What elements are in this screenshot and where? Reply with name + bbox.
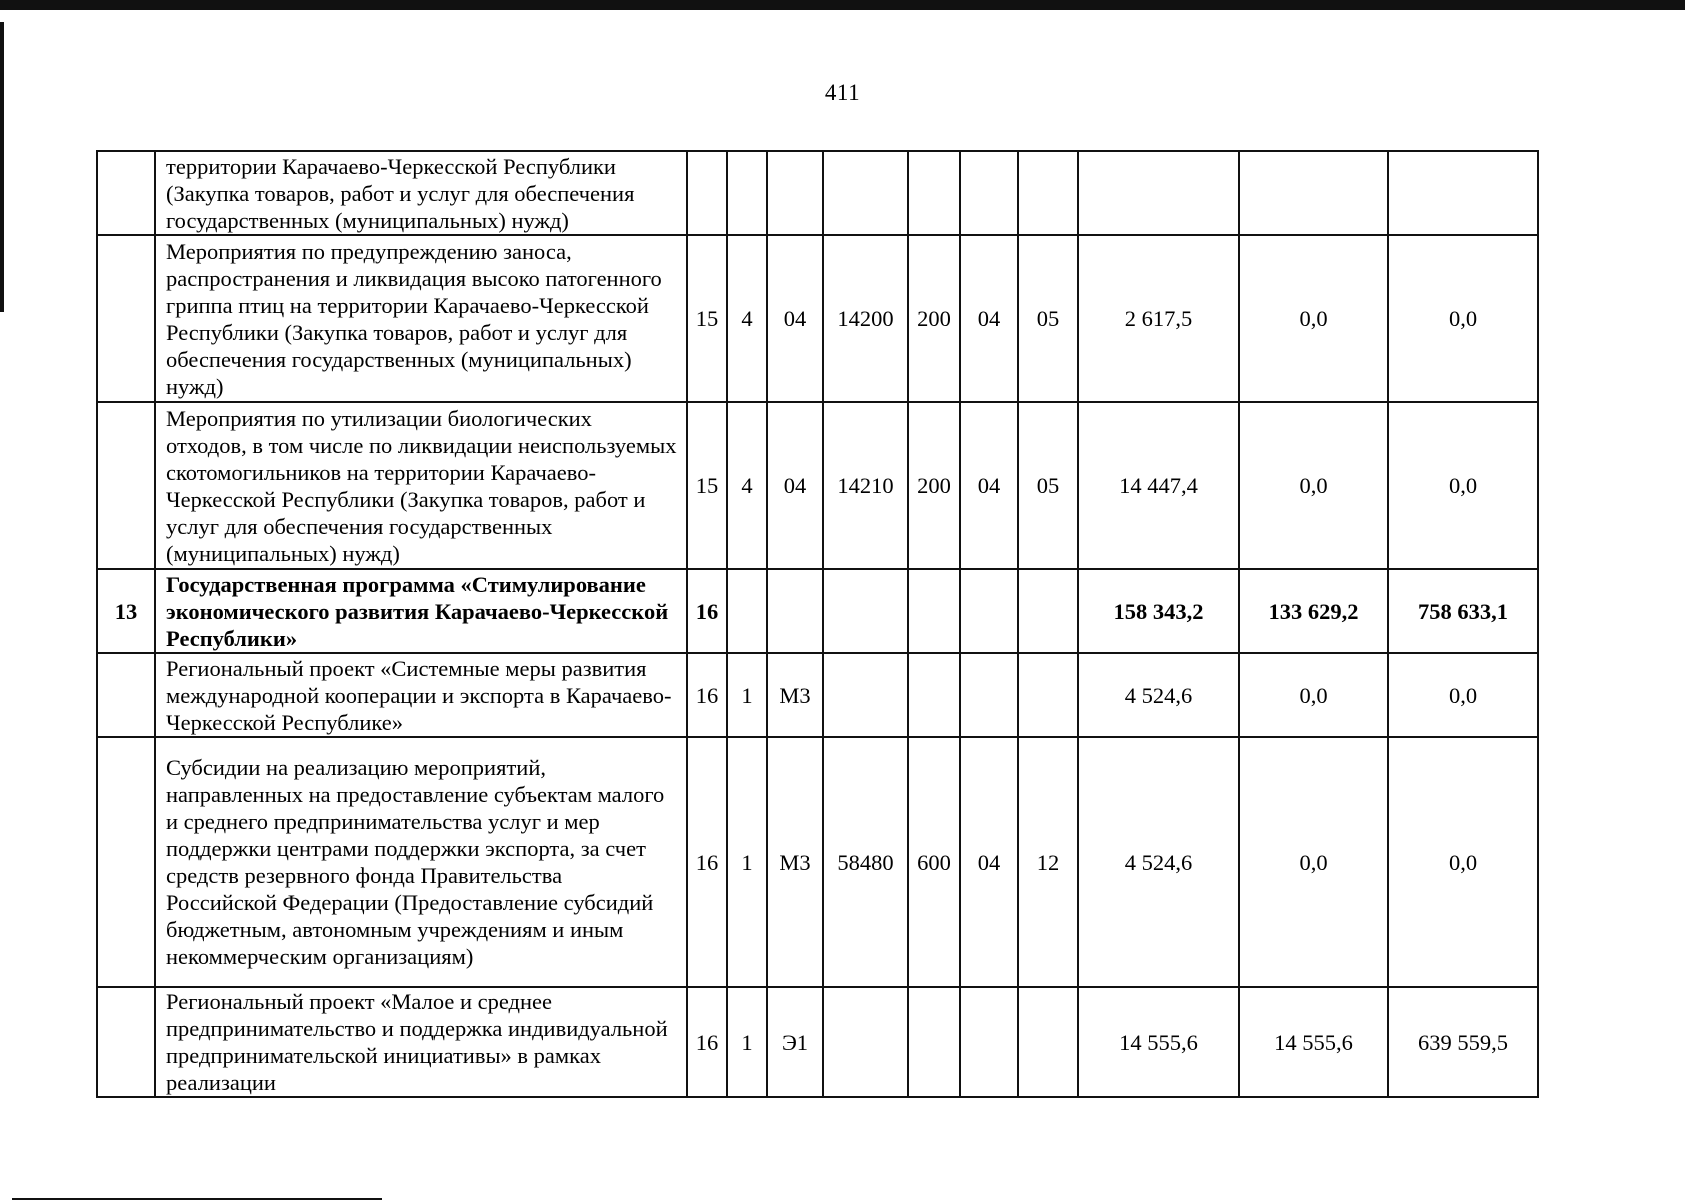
cell-code-1: 15 [687, 235, 727, 402]
cell-code-3 [767, 569, 823, 653]
cell-value-1: 14 555,6 [1078, 987, 1239, 1097]
cell-value-3: 0,0 [1388, 653, 1538, 737]
cell-code-6: 04 [960, 235, 1018, 402]
cell-code-5 [908, 987, 960, 1097]
cell-code-3: 04 [767, 402, 823, 569]
cell-value-1: 4 524,6 [1078, 653, 1239, 737]
cell-code-4 [823, 987, 908, 1097]
table-row [97, 653, 1538, 737]
cell-code-6 [960, 151, 1018, 235]
cell-code-7 [1018, 151, 1078, 235]
cell-code-4 [823, 151, 908, 235]
cell-value-2: 0,0 [1239, 653, 1388, 737]
cell-code-5 [908, 653, 960, 737]
cell-value-1 [1078, 151, 1239, 235]
cell-row-number [97, 987, 155, 1097]
table-row-program [97, 569, 1538, 653]
cell-value-1: 2 617,5 [1078, 235, 1239, 402]
cell-value-1: 158 343,2 [1078, 569, 1239, 653]
cell-code-5: 200 [908, 402, 960, 569]
cell-code-3: М3 [767, 737, 823, 987]
table-row [97, 235, 1538, 402]
cell-code-6 [960, 653, 1018, 737]
cell-row-number: 13 [97, 569, 155, 653]
cell-code-6 [960, 987, 1018, 1097]
cell-code-5 [908, 569, 960, 653]
cell-code-3: М3 [767, 653, 823, 737]
cell-value-2: 0,0 [1239, 737, 1388, 987]
cell-description: Субсидии на реализацию мероприятий, направленных на предоставление субъектам малого и среднего предпринимательства услуг и мер поддержки центрами поддержки экспорта, за счет средств резервного фонда Правительства Российской Федерации (Предоставление субсидий бюджетным, автономным учреждениям и иным некоммерческим организациям) [155, 737, 687, 987]
cell-code-2: 1 [727, 653, 767, 737]
cell-code-4 [823, 653, 908, 737]
cell-row-number [97, 402, 155, 569]
cell-code-4: 14200 [823, 235, 908, 402]
cell-code-1 [687, 151, 727, 235]
cell-value-1: 14 447,4 [1078, 402, 1239, 569]
cell-code-7: 12 [1018, 737, 1078, 987]
cell-value-3: 0,0 [1388, 402, 1538, 569]
cell-code-7 [1018, 653, 1078, 737]
cell-code-2: 1 [727, 737, 767, 987]
cell-value-1: 4 524,6 [1078, 737, 1239, 987]
cell-description: территории Карачаево-Черкесской Республики (Закупка товаров, работ и услуг для обеспечения государственных (муниципальных) нужд) [155, 151, 687, 235]
cell-description: Региональный проект «Системные меры развития международной кооперации и экспорта в Карачаево-Черкесской Республике» [155, 653, 687, 737]
table-row [97, 737, 1538, 987]
cell-value-2: 0,0 [1239, 235, 1388, 402]
cell-code-1: 16 [687, 569, 727, 653]
cell-description: Государственная программа «Стимулирование экономического развития Карачаево-Черкесской Республики» [155, 569, 687, 653]
cell-description: Мероприятия по предупреждению заноса, распространения и ликвидация высоко патогенного гриппа птиц на территории Карачаево-Черкесской Республики (Закупка товаров, работ и услуг для обеспечения государственных (муниципальных) нужд) [155, 235, 687, 402]
cell-code-7: 05 [1018, 235, 1078, 402]
cell-code-4: 58480 [823, 737, 908, 987]
cell-row-number [97, 235, 155, 402]
cell-code-3: 04 [767, 235, 823, 402]
cell-code-3: Э1 [767, 987, 823, 1097]
cell-code-5 [908, 151, 960, 235]
cell-code-1: 16 [687, 737, 727, 987]
cell-row-number [97, 653, 155, 737]
cell-code-4: 14210 [823, 402, 908, 569]
cell-value-2: 14 555,6 [1239, 987, 1388, 1097]
cell-value-3 [1388, 151, 1538, 235]
cell-row-number [97, 151, 155, 235]
cell-value-3: 758 633,1 [1388, 569, 1538, 653]
scan-top-border [0, 0, 1685, 10]
cell-code-1: 16 [687, 653, 727, 737]
cell-code-6 [960, 569, 1018, 653]
table-row [97, 151, 1538, 235]
cell-code-1: 15 [687, 402, 727, 569]
cell-code-3 [767, 151, 823, 235]
cell-code-2: 4 [727, 402, 767, 569]
cell-code-1: 16 [687, 987, 727, 1097]
cell-code-5: 600 [908, 737, 960, 987]
table-row [97, 402, 1538, 569]
cell-value-2: 0,0 [1239, 402, 1388, 569]
scan-left-border [0, 22, 4, 312]
cell-value-2 [1239, 151, 1388, 235]
page-number: 411 [824, 80, 861, 105]
cell-code-2: 4 [727, 235, 767, 402]
cell-value-2: 133 629,2 [1239, 569, 1388, 653]
cell-value-3: 0,0 [1388, 737, 1538, 987]
table-row [97, 987, 1538, 1097]
cell-code-2 [727, 151, 767, 235]
cell-code-6: 04 [960, 737, 1018, 987]
cell-value-3: 639 559,5 [1388, 987, 1538, 1097]
cell-code-7 [1018, 987, 1078, 1097]
cell-code-6: 04 [960, 402, 1018, 569]
cell-code-5: 200 [908, 235, 960, 402]
cell-description: Мероприятия по утилизации биологических отходов, в том числе по ликвидации неиспользуемых скотомогильников на территории Карачаево-Черкесской Республики (Закупка товаров, работ и услуг для обеспечения государственных (муниципальных) нужд) [155, 402, 687, 569]
budget-table [96, 150, 1539, 1098]
cell-code-2: 1 [727, 987, 767, 1097]
cell-value-3: 0,0 [1388, 235, 1538, 402]
cell-code-7: 05 [1018, 402, 1078, 569]
cell-code-2 [727, 569, 767, 653]
cell-code-7 [1018, 569, 1078, 653]
cell-description: Региональный проект «Малое и среднее предпринимательство и поддержка индивидуальной предпринимательской инициативы» в рамках реализации [155, 987, 687, 1097]
cell-code-4 [823, 569, 908, 653]
cell-row-number [97, 737, 155, 987]
